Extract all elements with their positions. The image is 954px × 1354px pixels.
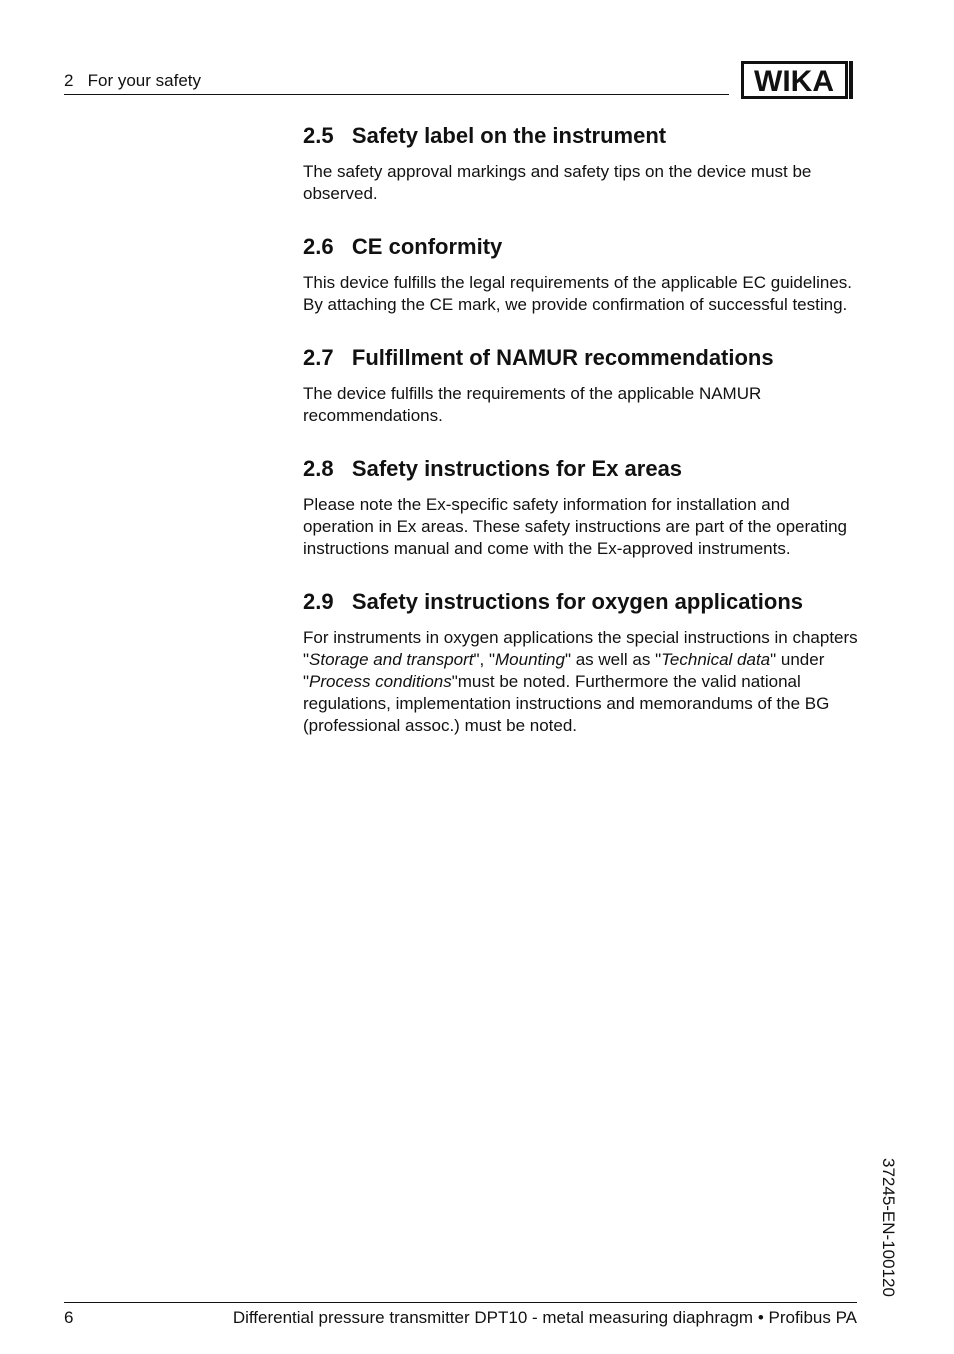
chapter-reference-mounting: Mounting	[495, 650, 565, 669]
section-heading: 2.8 Safety instructions for Ex areas	[303, 456, 683, 481]
body-text: "must be noted. Furthermore the valid national regulations, implementation instructions and memorandums of the BG (professional assoc.) must be noted.	[303, 672, 830, 735]
section-heading: 2.6 CE conformity	[303, 234, 503, 259]
chapter-reference-storage: Storage and transport	[309, 650, 474, 669]
section-oxygen	[303, 588, 863, 737]
header-section-label: 2 For your safety	[64, 71, 201, 90]
section-body: This device fulfills the legal requirements of the applicable EC guidelines. By attaching the CE mark, we provide confirmation of successful testing.	[303, 273, 853, 314]
section-heading: 2.5 Safety label on the instrument	[303, 123, 667, 148]
body-text: For instruments in oxygen applications the special instructions in chapters "	[303, 628, 858, 669]
body-text: ", "	[473, 650, 496, 669]
section-namur	[303, 344, 863, 427]
chapter-reference-technical-data: Technical data	[661, 650, 771, 669]
section-ex-areas	[303, 455, 863, 560]
footer-divider	[64, 1302, 857, 1303]
page-number: 6	[64, 1308, 74, 1327]
section-body: Please note the Ex-specific safety information for installation and operation in Ex areas. These safety instructions are part of the operating instructions manual and come with the Ex-approved instruments.	[303, 495, 847, 558]
wika-logo	[741, 61, 853, 99]
chapter-reference-process-conditions: Process conditions	[309, 672, 452, 691]
section-body: The safety approval markings and safety tips on the device must be observed.	[303, 162, 812, 203]
section-heading: 2.7 Fulfillment of NAMUR recommendations	[303, 345, 774, 370]
document-id: 37245-EN-100120	[879, 1158, 898, 1297]
document-title: Differential pressure transmitter DPT10 - metal measuring diaphragm • Profibus PA	[232, 1308, 857, 1327]
section-body: The device fulfills the requirements of the applicable NAMUR recommendations.	[303, 384, 762, 425]
section-safety-label	[303, 122, 863, 205]
body-text: " as well as "	[564, 650, 662, 669]
section-ce-conformity	[303, 233, 863, 316]
header-divider	[64, 94, 729, 95]
main-content	[303, 122, 863, 737]
body-text: " under "	[303, 650, 825, 691]
section-heading: 2.9 Safety instructions for oxygen applications	[303, 589, 804, 614]
section-body	[303, 627, 863, 737]
logo-text: WIKA	[754, 65, 834, 98]
